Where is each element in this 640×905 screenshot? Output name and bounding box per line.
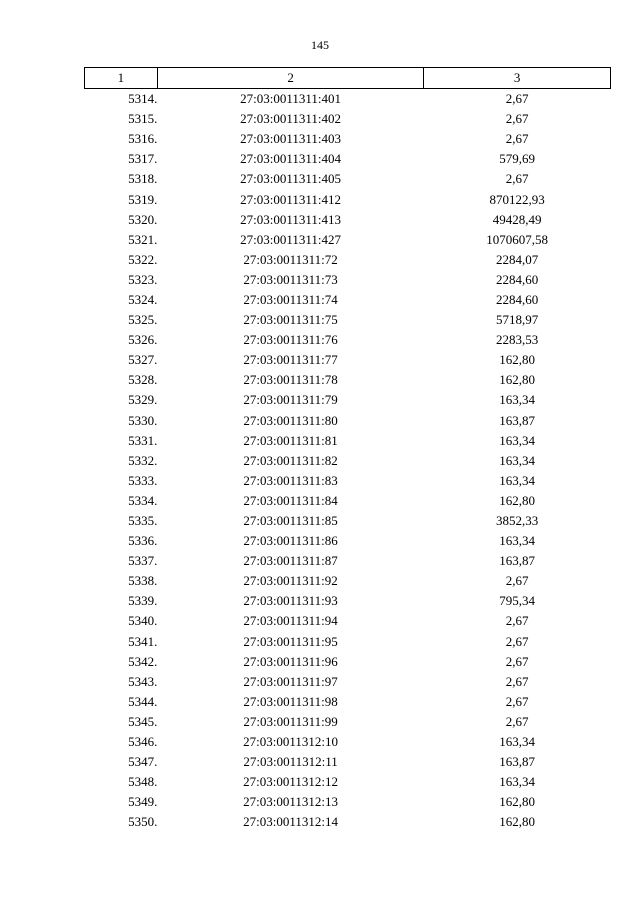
row-number-cell: 5350. <box>128 814 158 830</box>
value-cell: 49428,49 <box>492 211 542 227</box>
row-number-cell: 5315. <box>128 111 158 127</box>
table-row <box>85 169 611 189</box>
cadastral-number-cell: 27:03:0011311:413 <box>240 211 342 227</box>
cadastral-number-cell: 27:03:0011311:76 <box>243 332 338 348</box>
cadastral-number-cell: 27:03:0011311:93 <box>243 593 338 609</box>
value-cell: 163,34 <box>499 774 536 790</box>
row-number-cell: 5348. <box>128 774 158 790</box>
cadastral-number-cell: 27:03:0011311:86 <box>243 533 338 549</box>
table-row <box>85 189 611 209</box>
value-cell: 163,34 <box>499 734 536 750</box>
value-cell: 162,80 <box>499 794 536 810</box>
table-row <box>85 411 611 431</box>
row-number-cell: 5333. <box>128 472 158 488</box>
cadastral-number-cell: 27:03:0011311:401 <box>240 91 342 107</box>
row-number-cell: 5326. <box>128 332 158 348</box>
table-row <box>85 370 611 390</box>
value-cell: 2283,53 <box>496 332 539 348</box>
cadastral-number-cell: 27:03:0011311:95 <box>243 633 338 649</box>
cadastral-number-cell: 27:03:0011311:98 <box>243 693 338 709</box>
cadastral-number-cell: 27:03:0011311:96 <box>243 653 338 669</box>
row-number-cell: 5340. <box>128 613 158 629</box>
cadastral-number-cell: 27:03:0011311:94 <box>243 613 338 629</box>
table-row <box>85 149 611 169</box>
row-number-cell: 5319. <box>128 191 158 207</box>
value-cell: 2284,60 <box>496 291 539 307</box>
cadastral-number-cell: 27:03:0011312:11 <box>243 754 338 770</box>
value-cell: 163,34 <box>499 533 536 549</box>
cadastral-number-cell: 27:03:0011311:82 <box>243 452 338 468</box>
value-cell: 2,67 <box>505 633 529 649</box>
cadastral-number-cell: 27:03:0011311:427 <box>240 231 342 247</box>
value-cell: 162,80 <box>499 372 536 388</box>
table-row <box>85 230 611 250</box>
page-number: 145 <box>311 38 329 52</box>
table-row <box>85 310 611 330</box>
cadastral-number-cell: 27:03:0011311:81 <box>243 432 338 448</box>
row-number-cell: 5335. <box>128 513 158 529</box>
value-cell: 162,80 <box>499 814 536 830</box>
row-number-cell: 5349. <box>128 794 158 810</box>
value-cell: 5718,97 <box>496 312 539 328</box>
table-row <box>85 652 611 672</box>
row-number-cell: 5337. <box>128 553 158 569</box>
row-number-cell: 5345. <box>128 713 158 729</box>
row-number-cell: 5341. <box>128 633 158 649</box>
cadastral-number-cell: 27:03:0011311:404 <box>240 151 342 167</box>
table-row <box>85 792 611 812</box>
cadastral-number-cell: 27:03:0011311:92 <box>243 573 338 589</box>
value-cell: 2,67 <box>505 613 529 629</box>
cadastral-number-cell: 27:03:0011312:14 <box>243 814 339 830</box>
value-cell: 2,67 <box>505 111 529 127</box>
cadastral-number-cell: 27:03:0011311:85 <box>243 513 338 529</box>
cadastral-number-cell: 27:03:0011311:97 <box>243 673 338 689</box>
value-cell: 162,80 <box>499 492 536 508</box>
table-row <box>85 531 611 551</box>
cadastral-number-cell: 27:03:0011311:79 <box>243 392 338 408</box>
row-number-cell: 5344. <box>128 693 158 709</box>
value-cell: 2284,60 <box>496 271 539 287</box>
value-cell: 2,67 <box>505 171 529 187</box>
table-row <box>85 672 611 692</box>
cadastral-number-cell: 27:03:0011312:12 <box>243 774 339 790</box>
cadastral-number-cell: 27:03:0011311:75 <box>243 312 338 328</box>
row-number-cell: 5342. <box>128 653 158 669</box>
cadastral-number-cell: 27:03:0011311:403 <box>240 131 342 147</box>
table-row <box>85 812 611 832</box>
row-number-cell: 5320. <box>128 211 158 227</box>
table-row <box>85 571 611 591</box>
table-row <box>85 290 611 310</box>
row-number-cell: 5318. <box>128 171 158 187</box>
table-row <box>85 611 611 631</box>
table-row <box>85 330 611 350</box>
table-row <box>85 712 611 732</box>
column-header-3: 3 <box>424 68 611 89</box>
cadastral-number-cell: 27:03:0011311:78 <box>243 372 338 388</box>
cadastral-number-cell: 27:03:0011311:83 <box>243 472 338 488</box>
row-number-cell: 5347. <box>128 754 158 770</box>
value-cell: 2,67 <box>505 693 529 709</box>
row-number-cell: 5329. <box>128 392 158 408</box>
row-number-cell: 5324. <box>128 291 158 307</box>
value-cell: 2,67 <box>505 653 529 669</box>
table-row <box>85 471 611 491</box>
table-row <box>85 632 611 652</box>
value-cell: 163,87 <box>499 754 536 770</box>
cadastral-number-cell: 27:03:0011311:74 <box>243 291 338 307</box>
row-number-cell: 5316. <box>128 131 158 147</box>
value-cell: 579,69 <box>499 151 536 167</box>
table-row <box>85 772 611 792</box>
value-cell: 2,67 <box>505 91 529 107</box>
column-header-2: 2 <box>157 68 424 89</box>
cadastral-number-cell: 27:03:0011311:402 <box>240 111 342 127</box>
row-number-cell: 5314. <box>128 91 158 107</box>
value-cell: 2,67 <box>505 713 529 729</box>
table-row <box>85 692 611 712</box>
row-number-cell: 5322. <box>128 251 158 267</box>
row-number-cell: 5336. <box>128 533 158 549</box>
value-cell: 163,34 <box>499 432 536 448</box>
value-cell: 1070607,58 <box>486 231 549 247</box>
table-row <box>85 511 611 531</box>
row-number-cell: 5323. <box>128 271 158 287</box>
cadastral-number-cell: 27:03:0011311:412 <box>240 191 342 207</box>
table-row <box>85 89 611 110</box>
row-number-cell: 5327. <box>128 352 158 368</box>
row-number-cell: 5346. <box>128 734 158 750</box>
table-body <box>85 89 611 833</box>
value-cell: 2284,07 <box>496 251 539 267</box>
cadastral-number-cell: 27:03:0011312:13 <box>243 794 339 810</box>
table-row <box>85 109 611 129</box>
table-row <box>85 270 611 290</box>
table-row <box>85 431 611 451</box>
table-row <box>85 551 611 571</box>
row-number-cell: 5330. <box>128 412 158 428</box>
cadastral-number-cell: 27:03:0011311:77 <box>243 352 338 368</box>
value-cell: 870122,93 <box>489 191 545 207</box>
row-number-cell: 5328. <box>128 372 158 388</box>
row-number-cell: 5332. <box>128 452 158 468</box>
value-cell: 163,34 <box>499 392 536 408</box>
table-row <box>85 210 611 230</box>
row-number-cell: 5334. <box>128 492 158 508</box>
row-number-cell: 5339. <box>128 593 158 609</box>
cadastral-number-cell: 27:03:0011311:99 <box>243 713 338 729</box>
table-row <box>85 129 611 149</box>
table-row <box>85 732 611 752</box>
value-cell: 163,34 <box>499 472 536 488</box>
cadastral-number-cell: 27:03:0011311:80 <box>243 412 338 428</box>
value-cell: 2,67 <box>505 573 529 589</box>
row-number-cell: 5317. <box>128 151 158 167</box>
row-number-cell: 5331. <box>128 432 158 448</box>
value-cell: 163,34 <box>499 452 536 468</box>
row-number-cell: 5321. <box>128 231 158 247</box>
table-row <box>85 591 611 611</box>
value-cell: 795,34 <box>499 593 536 609</box>
row-number-cell: 5338. <box>128 573 158 589</box>
value-cell: 3852,33 <box>496 513 539 529</box>
table-row <box>85 390 611 410</box>
row-number-cell: 5343. <box>128 673 158 689</box>
cadastral-number-cell: 27:03:0011311:72 <box>243 251 338 267</box>
row-number-cell: 5325. <box>128 312 158 328</box>
cadastral-number-cell: 27:03:0011311:84 <box>243 492 338 508</box>
table-row <box>85 752 611 772</box>
table-row <box>85 250 611 270</box>
header-row <box>85 68 611 89</box>
column-header-1: 1 <box>85 68 158 89</box>
cadastral-number-cell: 27:03:0011311:73 <box>243 271 338 287</box>
table-row <box>85 491 611 511</box>
table-row <box>85 350 611 370</box>
cadastral-number-cell: 27:03:0011311:87 <box>243 553 338 569</box>
value-cell: 163,87 <box>499 412 536 428</box>
table-row <box>85 451 611 471</box>
cadastral-number-cell: 27:03:0011311:405 <box>240 171 342 187</box>
value-cell: 162,80 <box>499 352 536 368</box>
value-cell: 163,87 <box>499 553 536 569</box>
cadastral-number-cell: 27:03:0011312:10 <box>243 734 339 750</box>
value-cell: 2,67 <box>505 131 529 147</box>
data-table <box>84 67 611 832</box>
value-cell: 2,67 <box>505 673 529 689</box>
